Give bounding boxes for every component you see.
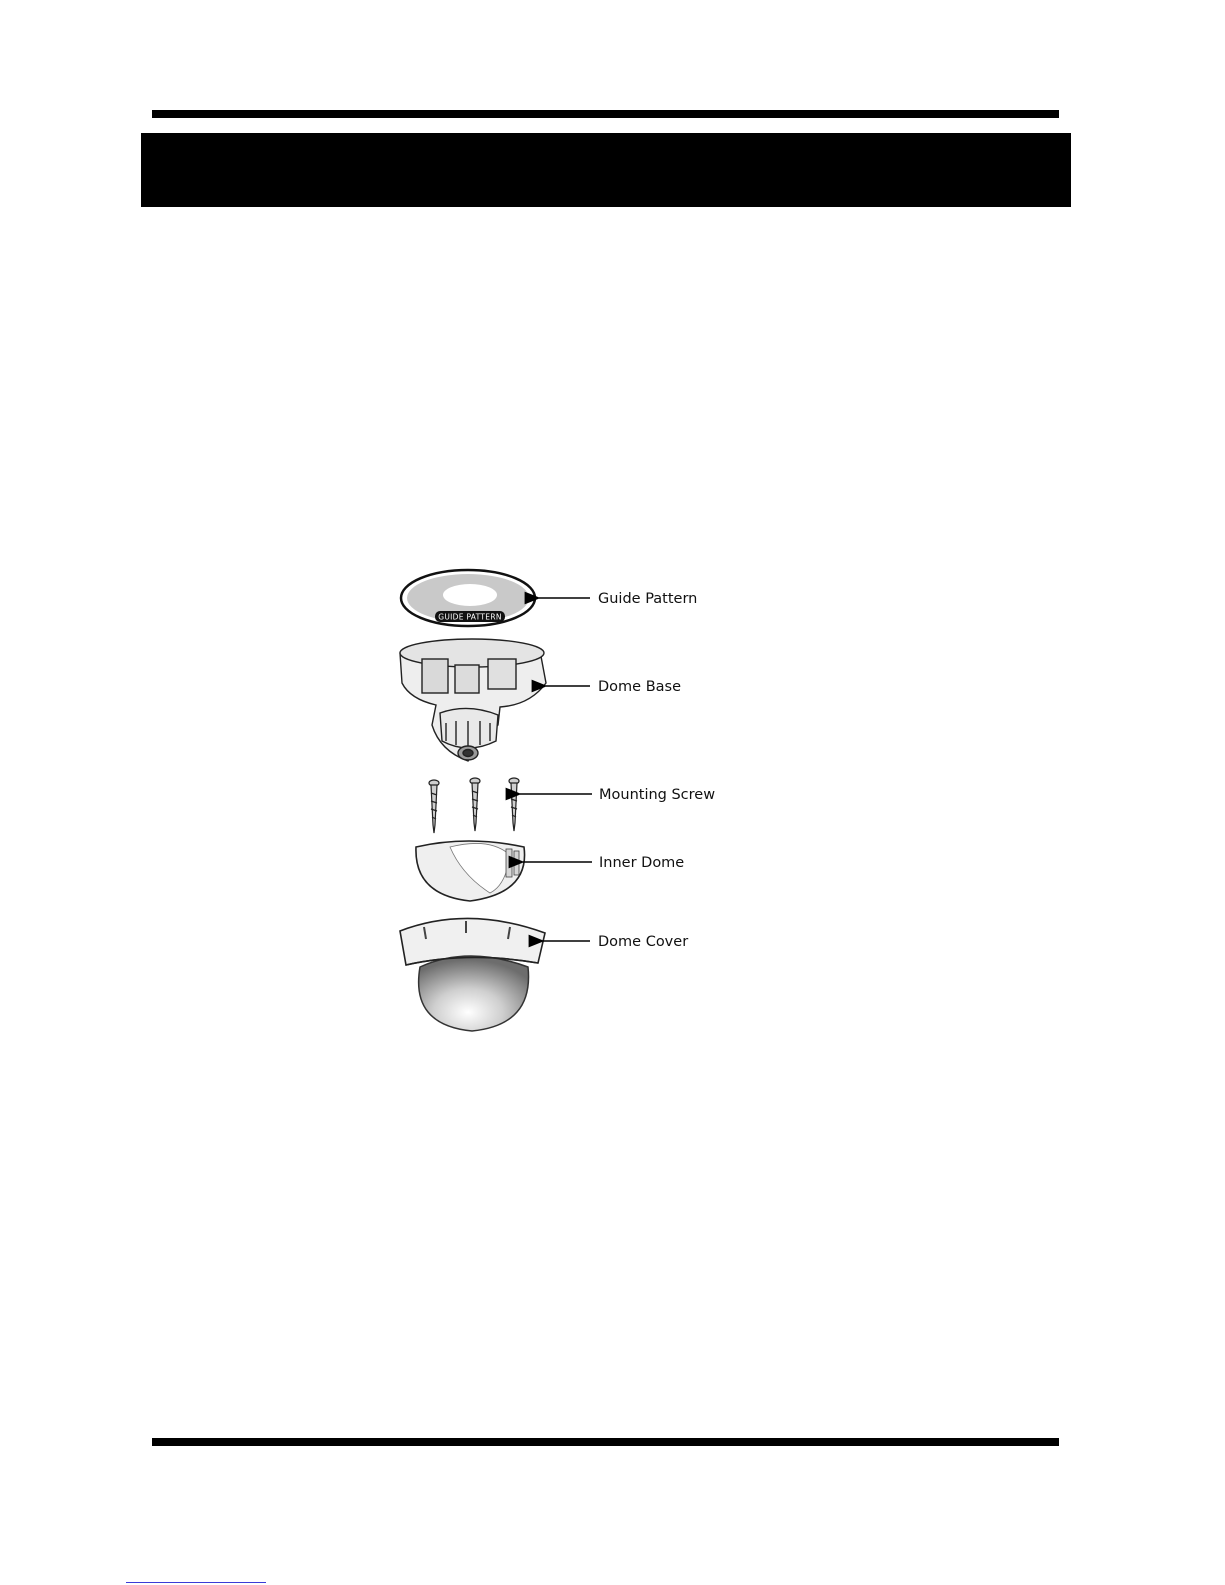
callout-dome-base (546, 679, 681, 695)
mounting-screws (429, 778, 519, 833)
screw-middle (470, 778, 480, 831)
label-dome-cover: Dome Cover (598, 934, 689, 950)
label-mounting-screw: Mounting Screw (599, 787, 716, 803)
guide-pattern-badge-text: GUIDE PATTERN (438, 612, 502, 622)
inner-dome (416, 841, 525, 901)
guide-pattern-disc (401, 570, 535, 626)
dome-cover (400, 918, 545, 1031)
footer-link-underline (126, 1582, 266, 1583)
dome-base (400, 639, 546, 761)
bottom-rule (152, 1438, 1059, 1446)
label-dome-base: Dome Base (598, 679, 681, 695)
header-band (141, 133, 1071, 207)
top-rule (152, 110, 1059, 118)
exploded-dome-camera-diagram (380, 555, 740, 1040)
callout-guide-pattern (539, 591, 697, 607)
label-inner-dome: Inner Dome (599, 855, 685, 871)
callout-mounting-screw (520, 787, 715, 803)
screw-right (509, 778, 519, 831)
callout-inner-dome (523, 855, 684, 871)
callout-dome-cover (543, 934, 688, 950)
label-guide-pattern: Guide Pattern (598, 591, 698, 607)
screw-left (429, 780, 439, 833)
